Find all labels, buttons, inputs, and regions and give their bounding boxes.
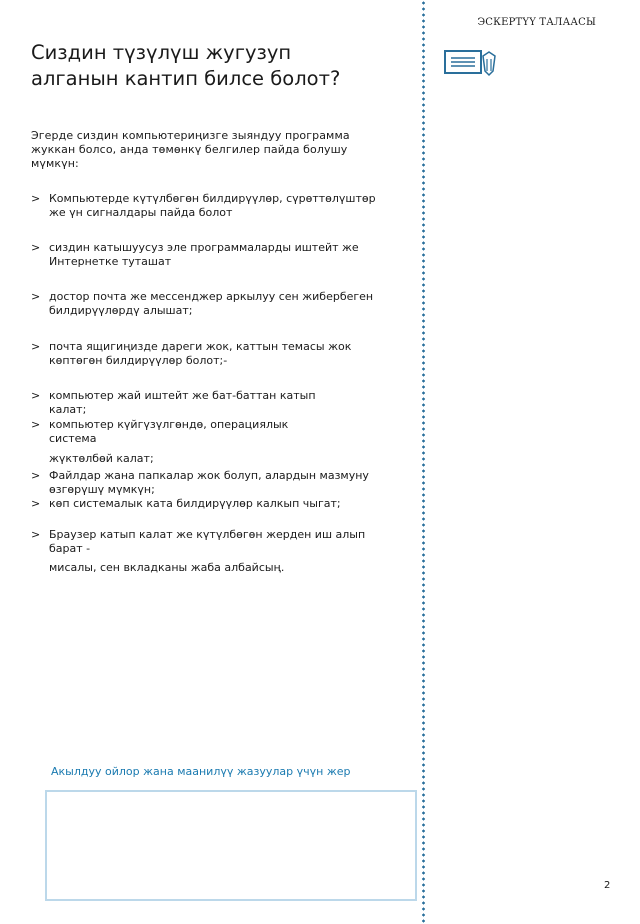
page-number: 2 [604, 880, 611, 891]
list-item-continuation: жүктөлбөй калат; [49, 452, 154, 465]
notes-field-heading: ЭСКЕРТҮҮ ТАЛААСЫ [477, 17, 596, 28]
title-line-1: Сиздин түзүлүш жугузуп [31, 41, 292, 64]
bullet-marker: > [31, 241, 41, 254]
bullet-marker: > [31, 497, 41, 510]
note-pencil-icon [443, 47, 499, 77]
title-line-2: алганын кантип билсе болот? [31, 67, 341, 90]
notes-label: Акылдуу ойлор жана маанилүү жазуулар үчүн жер [51, 765, 351, 778]
dotted-divider [422, 0, 425, 924]
bullet-marker: > [31, 418, 41, 431]
page-title [31, 40, 371, 92]
bullet-marker: > [31, 528, 41, 541]
intro-paragraph: Эгерде сиздин компьютериңизге зыяндуу программа жуккан болсо, анда төмөнкү белгилер пайда болушу мүмкүн: [31, 129, 350, 170]
list-item-continuation: мисалы, сен вкладканы жаба албайсың. [49, 561, 285, 574]
bullet-marker: > [31, 469, 41, 482]
bullet-marker: > [31, 389, 41, 402]
bullet-marker: > [31, 192, 41, 205]
notes-box[interactable] [45, 790, 417, 901]
bullet-marker: > [31, 340, 41, 353]
bullet-marker: > [31, 290, 41, 303]
